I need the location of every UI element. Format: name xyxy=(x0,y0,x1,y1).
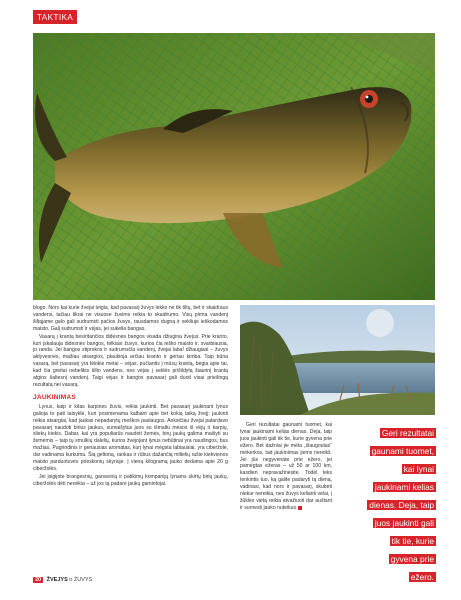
magazine-name: ŽVEJYS xyxy=(46,577,68,583)
pull-quote-line: dienas. Deja, taip xyxy=(369,500,434,510)
paragraph-waves: Vasarą į krantą besiritančios didesnės bangos visada džiugina žvejus. Prie kranto, kuri įskalauja didesnės bangos, telkiasi žuvys, kurios čia ieško maisto ir, svarbiausia, jo randa. Jei bangos stiprokos ir sudrumsčia vandenį, žvejai laba! džiaugiasi – žuvys aktyvesnės, mažiau atsargios, plaukioja arčiau kranto ir geriau kimba. Taip būna vasarą, bet pavasarį yra kitokie metai – vėjas, pučiantis į mūsų krantą, bėgia apie tai, kad čia greitai nebelikis šilto vandens, nes vėjas į seklės prišildytą šiaurinį krantą atgins šaltesnį vandenį. Taigi vėjas ir bangos pavasarį gali duoti visai priešingą rezultatą nei vasarą. xyxy=(33,333,228,388)
article-end-mark xyxy=(298,506,302,510)
article-column-1 xyxy=(33,305,228,489)
lake-photo xyxy=(240,305,435,415)
article-column-2 xyxy=(240,422,332,513)
page-footer xyxy=(33,577,92,583)
pull-quote-line: gaunami tuomet, xyxy=(371,446,434,456)
paragraph-results: Geri rezultatai gaunami tuomet, kai lynai jaukinami kelias dienas. Deja, taip juos jaukinti gali tik tie, kurie gyvena prie ežero. Bet dažniai jie mėta „išaugoutas“ mėkerkos, tad jaukinimas jiems nereikš. Jei jūs negyvenate prie ežero, jei pamėgtas ežeras – už 50 ar 100 km, kasdien nepravažinėsite. Todėl teks tenkintis tuo, ką galite padaryti tą dieną, vadinasi, kad nors ir pavasarį, skubėti niekur nereikia, nes žuvys kelianti vėlai, į žūklės vietą reikia atvažiuoti dar auštant ir surnesti jauko nuteikus. xyxy=(240,422,332,511)
magazine-issue: ir ŽUVYS xyxy=(69,577,93,583)
pull-quote-line: juos jaukinti gali xyxy=(374,518,434,528)
pull-quote-line: Geri rezultatai xyxy=(381,428,434,438)
pull-quote-line: tik tie, kurie xyxy=(391,536,434,546)
pull-quote-line: kai lynai xyxy=(403,464,434,474)
page-number: 20 xyxy=(35,577,42,583)
subheading-jaukinimas: JAUKINIMAS xyxy=(33,393,77,401)
pull-quote-line: gyvena prie xyxy=(390,554,434,564)
paragraph-purchased-bait: Jei įsigijote brangesnių, garsesnių ir patikimų kompanijų lynams skirtų birių jaukų, ciberžolės dėti nereikia – už jos tą padarė jaukų gamintojai. xyxy=(33,473,228,487)
section-tag: TAKTIKA xyxy=(33,10,77,24)
intro-paragraph: blogo. Nors kai kurie žvejai teigia, kad pavasarį žuvys lekko ne tik tiltų, bet ir skaidraus vandens, tačiau tikrai ne visuose žuvims reikia to skaidrumo. Visų pirma vandenį šiltąjame galo gali sudrumsti pačios žuvys, rausdamos dugną ir sekliuje ieškodamos maisto. Galį sudrumsti ir vėjas, jei sukelia bangas. xyxy=(33,305,228,332)
pull-quote xyxy=(348,423,436,585)
tench-on-net-photo xyxy=(33,33,435,300)
pull-quote-line: ežero. xyxy=(410,572,434,582)
pull-quote-line: jaukinami kelias xyxy=(374,482,434,492)
paragraph-baiting: Lynus, kaip ir kitas karpines žuvis, reikia jaukinti. Bet pavasarį jaukinant lynus galioja to pati taisyklė, kuri prisimenama kalbant apie bet kokią taiką žvejį: jaukinti reikia atsargiai, kad jaukas nepadarytų meškos paslaugos. Ankstčiau žvejai patardavo pavasarį naudoti birius jaukus, sumaišytus juos su išmaltu mėsos iš vėjų ir karpių, sliekų kiekis. Dabar, kai yra populiarūs naudoti žemės, birų jaukų galima maišyti su žemėmis – taip tų smulkių dalelių, kurios žvejojant lynus nebūtinai yra naudingos, bus mažiau. Pagrindinis ir geriausias aromatas, kurį lynai mėgsta labiausiai, yra ciberžolė, dar vadinama kurkuma. Šią geltoną, rankas ir rūbus dažančią miltelių rašie kiekvienos maisto parduotuvės prieskonių skyriuje. Į vieną kilogramą jauko dedama apie 20 g ciberžolės. xyxy=(33,403,228,472)
